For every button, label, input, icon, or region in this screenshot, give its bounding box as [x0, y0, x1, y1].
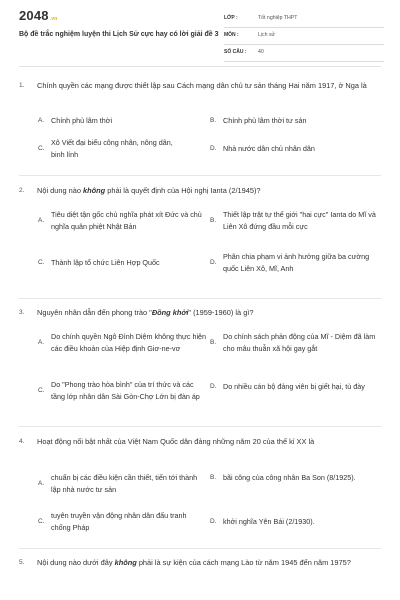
- option-d[interactable]: D. Nhà nước dân chủ nhân dân: [210, 144, 315, 153]
- option-a[interactable]: A. Do chính quyền Ngô Đình Diệm không thực hiện các điều khoản của Hiệp định Giơ-ne-vơ: [38, 332, 207, 353]
- logo-suffix: .vn: [49, 16, 58, 22]
- option-c[interactable]: C. Xô Viết đại biểu công nhân, nông dân, binh lính: [38, 138, 173, 159]
- header: [0, 0, 400, 66]
- meta-row-count: [224, 45, 384, 62]
- question-divider: [19, 298, 381, 299]
- logo-main: 2048: [19, 8, 49, 23]
- meta-table: [224, 11, 384, 62]
- document-title: Bộ đề trắc nghiệm luyện thi Lịch Sử cực hay có lời giải đề 3: [19, 31, 219, 38]
- option-d[interactable]: D. Do nhiều cán bộ đảng viên bị giết hại, tù đày: [210, 382, 365, 391]
- meta-value: Lịch sử: [258, 32, 276, 38]
- option-b[interactable]: B. Chính phủ lâm thời tư sản: [210, 116, 307, 125]
- question-text: Nội dung nào không phải là quyết định của Hội nghị Ianta (2/1945)?: [37, 186, 261, 195]
- meta-row-class: [224, 11, 384, 28]
- question-text: Chính quyền các mạng được thiết lập sau Cách mạng dân chủ tư sản tháng Hai năm 1917, ở Nga là: [37, 81, 367, 90]
- meta-value: Tốt nghiệp THPT: [258, 15, 298, 21]
- question-2: [19, 185, 381, 295]
- question-text: Nội dung nào dưới đây không phải là sự kiện của cách mạng Lào từ năm 1945 đến năm 1975?: [37, 558, 351, 567]
- option-a[interactable]: A. Tiêu diệt tận gốc chủ nghĩa phát xít Đức và chủ nghĩa quân phiệt Nhật Bản: [38, 210, 202, 231]
- option-a[interactable]: A. chuẩn bị các điều kiện cần thiết, tiến tới thành lập nhà nước tư sản: [38, 473, 198, 494]
- meta-value: 40: [258, 49, 264, 55]
- option-b[interactable]: B. Do chính sách phản động của Mĩ - Diệm đã làm cho mâu thuẫn xã hội gay gắt: [210, 332, 376, 353]
- question-text: Hoạt động nổi bật nhất của Việt Nam Quốc dân đảng những năm 20 của thế kỉ XX là: [37, 437, 315, 446]
- option-a[interactable]: A. Chính phủ lâm thời: [38, 116, 113, 125]
- meta-key: MÔN :: [224, 32, 239, 38]
- question-number: 2.: [19, 187, 25, 194]
- question-3: [19, 307, 381, 427]
- question-divider: [19, 426, 381, 427]
- question-5: [19, 557, 381, 597]
- question-1: [19, 80, 381, 170]
- header-divider: [19, 66, 381, 67]
- option-c[interactable]: C. Do "Phong trào hòa bình" của trí thức và các tầng lớp nhân dân Sài Gòn-Chợ Lớn bị đàn áp: [38, 380, 200, 401]
- option-c[interactable]: C. Thành lập tổ chức Liên Hợp Quốc: [38, 258, 160, 267]
- question-number: 4.: [19, 438, 25, 445]
- meta-row-subject: [224, 28, 384, 45]
- question-text: Nguyên nhân dẫn đến phong trào "Đồng khởi" (1959-1960) là gì?: [37, 308, 254, 317]
- option-b[interactable]: B. Thiết lập trật tự thế giới "hai cực" Ianta do Mĩ và Liên Xô đứng đầu mỗi cực: [210, 210, 376, 231]
- question-number: 3.: [19, 309, 25, 316]
- question-number: 1.: [19, 82, 25, 89]
- meta-key: SỐ CÂU :: [224, 49, 247, 55]
- site-logo[interactable]: [19, 8, 58, 23]
- meta-key: LỚP :: [224, 15, 238, 21]
- option-d[interactable]: D. Phân chia phạm vi ảnh hưởng giữa ba cường quốc Liên Xô, Mĩ, Anh: [210, 252, 370, 273]
- question-divider: [19, 175, 381, 176]
- question-number: 5.: [19, 559, 25, 566]
- option-d[interactable]: D. khởi nghĩa Yên Bái (2/1930).: [210, 517, 315, 526]
- question-divider: [19, 548, 381, 549]
- question-4: [19, 436, 381, 546]
- option-c[interactable]: C. tuyên truyền vận động nhân dân đấu tranh chống Pháp: [38, 511, 187, 532]
- option-b[interactable]: B. bãi công của công nhân Ba Son (8/1925).: [210, 473, 356, 482]
